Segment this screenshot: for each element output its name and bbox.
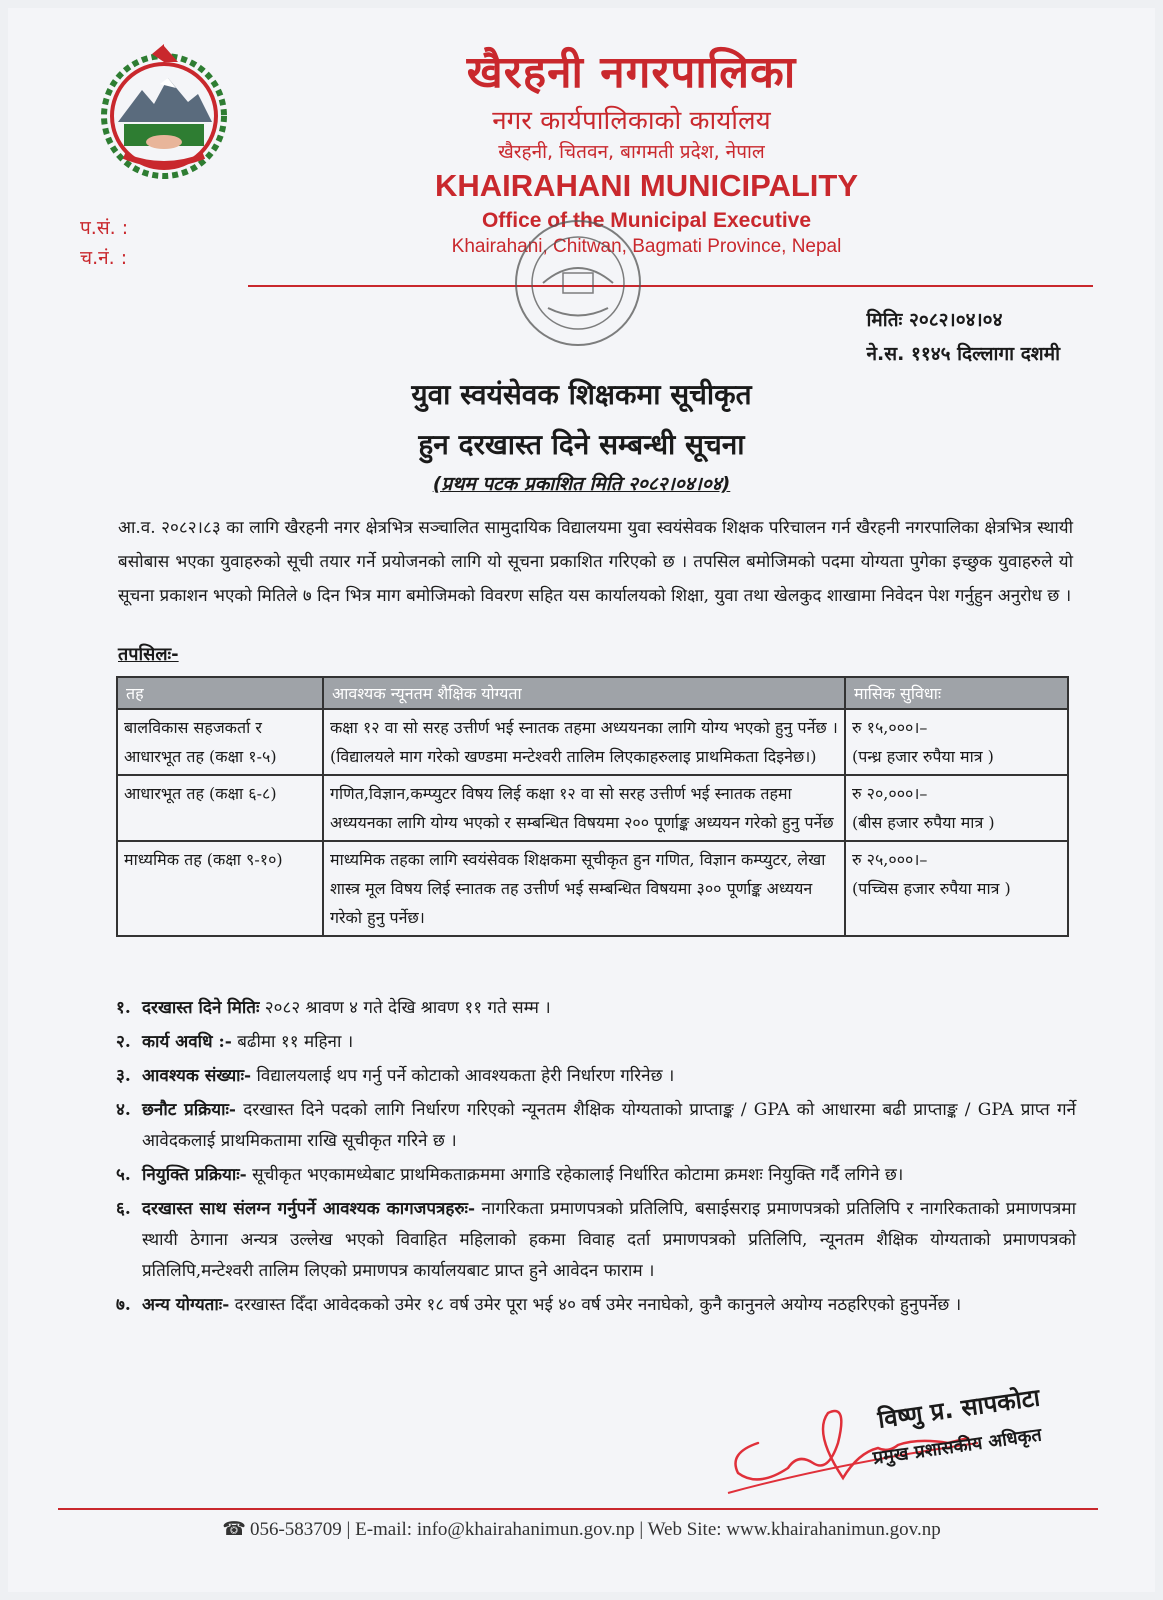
item-body: बढीमा ११ महिना । bbox=[231, 1032, 354, 1052]
notice-page bbox=[8, 8, 1155, 1592]
contact-text: 056-583709 | E-mail: info@khairahanimun.gov.np | Web Site: www.khairahanimun.gov.np bbox=[249, 1519, 941, 1540]
item-heading: दरखास्त साथ संलग्न गर्नुपर्ने आवश्यक कागजपत्रहरुः- bbox=[142, 1199, 476, 1219]
list-item bbox=[116, 1061, 1076, 1092]
item-number: ३. bbox=[116, 1066, 131, 1086]
municipal-office-stamp-icon bbox=[493, 213, 663, 363]
footer-divider bbox=[58, 1508, 1098, 1510]
qualification-cell: गणित,विज्ञान,कम्प्युटर विषय लिई कक्षा १२ वा सो सरह उत्तीर्ण भई स्नातक तहमा अध्ययनका लागि योग्य भएको र सम्बन्धित विषयमा २०० पूर्णाङ्क अध्ययन गरेको हुनु पर्नेछ bbox=[323, 775, 845, 841]
municipality-title-english: KHAIRAHANI MUNICIPALITY bbox=[434, 168, 859, 203]
telephone-icon: ☎ bbox=[222, 1519, 246, 1540]
ref-no-label: प.सं. : bbox=[80, 217, 129, 239]
item-body: नागरिकता प्रमाणपत्रको प्रतिलिपि, बसाईसराइ प्रमाणपत्रको प्रतिलिपि र नागरिकताको प्रमाणपत्रमा स्थायी ठेगाना अन्यत्र उल्लेख भएको विवाहित महिलाको हकमा विवाह दर्ता प्रमाणपत्रको प्रतिलिपि, न्यूनतम शैक्षिक योग्यताको प्रमाणपत्रको प्रतिलिपि,मन्टेश्वरी तालिम लिएको प्रमाणपत्र कार्यालयबाट प्राप्त हुने आवेदन फाराम । bbox=[142, 1199, 1077, 1281]
signatory-title: प्रमुख प्रशासकीय अधिकृत bbox=[871, 1424, 1043, 1469]
item-heading: अन्य योग्यताः- bbox=[142, 1295, 230, 1315]
office-subtitle-english: Office of the Municipal Executive bbox=[481, 209, 812, 232]
qualification-cell: कक्षा १२ वा सो सरह उत्तीर्ण भई स्नातक तहमा अध्ययनका लागि योग्य भएको हुनु पर्नेछ । (विद्यालयले माग गरेको खण्डमा मन्टेश्वरी तालिम लिएकाहरुलाइ प्राथमिकता दिइनेछ।) bbox=[323, 709, 845, 775]
list-item bbox=[116, 1290, 1076, 1321]
allowance-cell bbox=[845, 841, 1068, 936]
item-body: सूचीकृत भएकामध्येबाट प्राथमिकताक्रममा अगाडि रहेकालाई निर्धारित कोटामा क्रमशः नियुक्ति गर्दै लगिने छ। bbox=[246, 1165, 904, 1185]
item-body: दरखास्त दिने पदको लागि निर्धारण गरिएको न्यूनतम शैक्षिक योग्यताको प्राप्ताङ्क / GPA को आधारमा बढी प्राप्ताङ्क / GPA प्राप्त गर्ने आवेदकलाई प्राथमिकतामा राखि सूचीकृत गरिने छ । bbox=[142, 1100, 1076, 1151]
office-subtitle-nepali: नगर कार्यपालिकाको कार्यालय bbox=[492, 106, 771, 136]
level-cell: माध्यमिक तह (कक्षा ९-१०) bbox=[117, 841, 323, 936]
item-body: दरखास्त दिँदा आवेदकको उमेर १८ वर्ष उमेर पूरा भई ४० वर्ष उमेर ननाघेको, कुनै कानुनले अयोग्य नठहरिएको हुनुपर्नेछ । bbox=[229, 1295, 962, 1315]
dispatch-no-label: च.नं. : bbox=[80, 247, 128, 269]
item-heading: नियुक्ति प्रक्रियाः- bbox=[142, 1165, 247, 1185]
qualification-cell: माध्यमिक तहका लागि स्वयंसेवक शिक्षकमा सूचीकृत हुन गणित, विज्ञान कम्प्युटर, लेखा शास्त्र मूल विषय लिई स्नातक तह उत्तीर्ण भई सम्बन्धित विषयमा ३०० पूर्णाङ्क अध्ययन गरेको हुनु पर्नेछ। bbox=[323, 841, 845, 936]
item-text bbox=[142, 1095, 1076, 1157]
table-row bbox=[117, 775, 1068, 841]
list-item bbox=[116, 993, 1076, 1024]
municipality-title-nepali: खैरहनी नगरपालिका bbox=[466, 47, 797, 98]
allowance-words: (पन्ध्र हजार रुपैया मात्र ) bbox=[852, 747, 994, 766]
address-nepali: खैरहनी, चितवन, बागमती प्रदेश, नेपाल bbox=[498, 141, 765, 163]
address-english: Khairahani, Chitwan, Bagmati Province, Nepal bbox=[451, 236, 842, 257]
intro-paragraph: आ.व. २०८२।८३ का लागि खैरहनी नगर क्षेत्रभित्र सञ्चालित सामुदायिक विद्यालयमा युवा स्वयंसेवक शिक्षक परिचालन गर्न खैरहनी नगरपालिका क्षेत्रभित्र स्थायी बसोबास भएका युवाहरुको सूची तयार गर्ने प्रयोजनको लागि यो सूचना प्रकाशित गरिएको छ । तपसिल बमोजिमको पदमा योग्यता पुगेका इच्छुक युवाहरुले यो सूचना प्रकाशन भएको मितिले ७ दिन भित्र माग बमोजिमको विवरण सहित यस कार्यालयको शिक्षा, युवा तथा खेलकुद शाखामा निवेदन पेश गर्नुहुन अनुरोध छ । bbox=[118, 518, 1073, 606]
item-number: ७. bbox=[116, 1295, 131, 1315]
item-body: विद्यालयलाई थप गर्नु पर्ने कोटाको आवश्यकता हेरी निर्धारण गरिनेछ । bbox=[251, 1066, 675, 1086]
notice-title-line2: हुन दरखास्त दिने सम्बन्धी सूचना bbox=[418, 428, 745, 461]
contact-footer bbox=[8, 1518, 1155, 1541]
list-item bbox=[116, 1160, 1076, 1191]
list-item bbox=[116, 1095, 1076, 1157]
letterhead bbox=[8, 8, 1155, 365]
details-heading: तपसिलः- bbox=[118, 644, 179, 665]
column-header-level: तह bbox=[117, 677, 323, 709]
conditions-list bbox=[116, 993, 1076, 1324]
allowance-words: (बीस हजार रुपैया मात्र ) bbox=[852, 813, 995, 832]
column-header-allowance: मासिक सुविधाः bbox=[845, 677, 1068, 709]
table-row bbox=[117, 841, 1068, 936]
item-text bbox=[142, 1160, 1076, 1191]
allowance-amount: रु २०,०००।– bbox=[852, 784, 928, 803]
date-block bbox=[867, 303, 1060, 371]
item-number: ५. bbox=[116, 1165, 131, 1185]
item-number: २. bbox=[116, 1032, 131, 1052]
notice-title-line1: युवा स्वयंसेवक शिक्षकमा सूचीकृत bbox=[411, 378, 752, 411]
item-heading: दरखास्त दिने मितिः bbox=[142, 998, 260, 1018]
signatory-name: विष्णु प्र. सापकोटा bbox=[876, 1383, 1042, 1434]
allowance-amount: रु २५,०००।– bbox=[852, 850, 928, 869]
item-text bbox=[142, 993, 1076, 1024]
list-item bbox=[116, 1194, 1076, 1287]
first-published-date bbox=[8, 470, 1155, 496]
item-heading: कार्य अवधि :- bbox=[142, 1032, 232, 1052]
item-text bbox=[142, 1061, 1076, 1092]
table-header-row bbox=[117, 677, 1068, 709]
allowance-cell bbox=[845, 709, 1068, 775]
table-row bbox=[117, 709, 1068, 775]
position-details-table bbox=[116, 676, 1069, 937]
item-text bbox=[142, 1027, 1076, 1058]
allowance-cell bbox=[845, 775, 1068, 841]
notice-title bbox=[8, 370, 1155, 470]
issue-date: मितिः २०८२।०४।०४ bbox=[866, 309, 1003, 331]
first-published-text: (प्रथम पटक प्रकाशित मिति २०८२।०४।०४) bbox=[432, 473, 731, 495]
list-item bbox=[116, 1027, 1076, 1058]
column-header-qualification: आवश्यक न्यूनतम शैक्षिक योग्यता bbox=[323, 677, 845, 709]
item-number: १. bbox=[116, 998, 131, 1018]
nepal-sambat-date: ने.स. ११४५ दिल्लागा दशमी bbox=[866, 343, 1060, 365]
item-heading: आवश्यक संख्याः- bbox=[142, 1066, 252, 1086]
level-cell: बालविकास सहजकर्ता र आधारभूत तह (कक्षा १-५) bbox=[117, 709, 323, 775]
allowance-words: (पच्चिस हजार रुपैया मात्र ) bbox=[852, 879, 1011, 898]
item-heading: छनौट प्रक्रियाः- bbox=[142, 1100, 236, 1120]
item-body: २०८२ श्रावण ४ गते देखि श्रावण ११ गते सम्म । bbox=[259, 998, 551, 1018]
item-number: ६. bbox=[116, 1199, 131, 1219]
allowance-amount: रु १५,०००।– bbox=[852, 718, 928, 737]
item-text bbox=[142, 1290, 1076, 1321]
item-number: ४. bbox=[116, 1100, 131, 1120]
item-text bbox=[142, 1194, 1076, 1287]
level-cell: आधारभूत तह (कक्षा ६-८) bbox=[117, 775, 323, 841]
reference-labels bbox=[80, 213, 128, 273]
header-divider bbox=[248, 285, 1093, 287]
